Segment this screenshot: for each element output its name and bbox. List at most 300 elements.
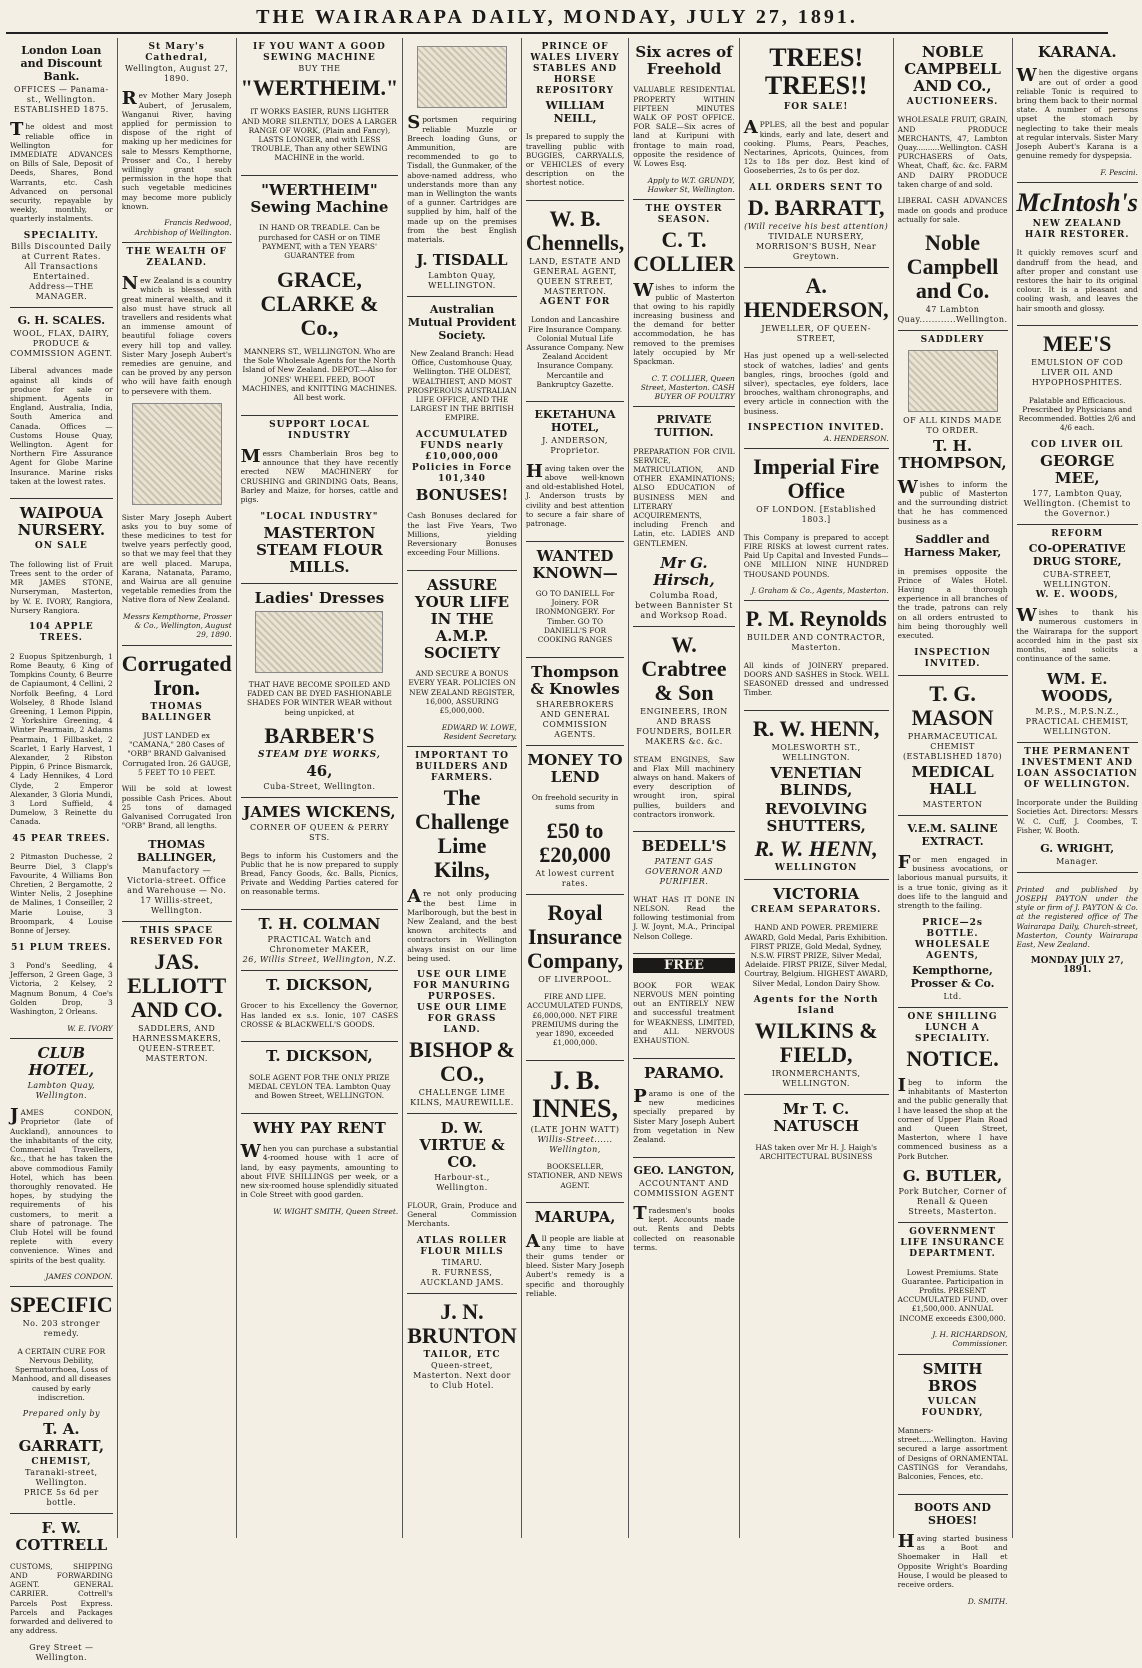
ad-subheading: SPECIALITY.	[23, 231, 99, 242]
ad-mason-medical-hall	[898, 676, 1008, 816]
ad-heading: THOMAS BALLINGER,	[137, 837, 217, 864]
ad-subheading: (Will receive his best attention)	[744, 222, 889, 231]
ad-signature: Messrs Kempthorne, Prosser & Co., Wellington, August 29, 1890.	[123, 612, 232, 640]
ad-subheading: MOLESWORTH ST., WELLINGTON.	[771, 743, 861, 762]
ad-heading: MASTERTON STEAM FLOUR MILLS.	[256, 523, 383, 576]
ad-henn	[744, 711, 889, 880]
ad-subheading: THE PERMANENT INVESTMENT AND LOAN ASSOCIATION OF WELLINGTON.	[1016, 746, 1138, 790]
ad-heading: KARANA.	[1037, 43, 1117, 61]
ad-dickson	[241, 971, 399, 1042]
ad-heading: BONUSES!	[415, 486, 509, 505]
ad-body: New Zealand is a country which is blessed with great mineral wealth, and it also must have struck all travellers and residents what an immense amount of beautiful foliage covers every hill top and valley. Sister Mary Joseph Aubert's remedies are genuine, and can be proved by any person who will have faith enough to persevere with them.	[121, 273, 232, 396]
ad-heading: Kempthorne, Prosser & Co.	[910, 963, 995, 990]
ad-body: HAS taken over Mr H. J. Haigh's ARCHITECTURAL BUSINESS	[755, 1142, 877, 1161]
ad-heading: NOTICE.	[906, 1045, 999, 1071]
ad-government-life	[898, 1223, 1008, 1354]
ad-subheading: OF LONDON. [Established 1803.]	[756, 505, 877, 525]
ad-body: Liberal advances made against all kinds of produce for sale or shipment. Agents in England, Australia, India, South America and Canada. Offices — Customs House Quay, Wellington. Agent for Northern Fire Assurance Agent for Globe Marine Insurance. Marine risks taken at the lowest rates.	[10, 366, 113, 486]
ad-subheading: Manufactory — Victoria-street. Office and Warehouse — No. 17 Willis-street, Wellington.	[127, 865, 227, 915]
ad-heading: SMITH BROS	[922, 1359, 983, 1395]
ad-henderson	[744, 268, 889, 449]
ad-natusch	[744, 1095, 889, 1173]
ad-body: This Company is prepared to accept FIRE RISKS at lowest current rates. Paid Up Capital and Invested Funds— ONE MILLION NINE HUNDRED THOUSAND POUNDS.	[743, 532, 889, 579]
ad-heading: GEO. LANGTON,	[633, 1163, 735, 1177]
ad-subheading: Bills Discounted Daily at Current Rates.	[11, 242, 112, 262]
imprint-text: Printed and published by JOSEPH PAYTON under the style or firm of J. PAYTON & Co. at the registered office of The Wairarapa Daily, Church-street, Masterton, County Wairarapa East, New Zealand.	[1016, 884, 1138, 950]
ad-subheading: GOVERNMENT LIFE INSURANCE DEPARTMENT.	[900, 1227, 1005, 1260]
ad-heading: A. HENDERSON,	[743, 273, 889, 322]
ad-subheading: ALL ORDERS SENT TO	[749, 183, 884, 193]
lady-illustration	[255, 611, 383, 673]
ad-subheading: WHOLESALE AGENTS,	[914, 939, 991, 961]
ad-heading: WHY PAY RENT	[253, 1118, 386, 1137]
ad-subheading: Harbour-st., Wellington.	[434, 1173, 490, 1193]
ad-marupa	[526, 1203, 624, 1310]
ad-body: Paramo is one of the new medicines specially prepared by Sister Mary Joseph Aubert from vegetation in New Zealand.	[633, 1086, 735, 1145]
ad-heading: PRIVATE TUITION.	[654, 413, 714, 440]
ad-subheading: Address—THE MANAGER.	[29, 282, 94, 302]
ad-heading: WM. E. WOODS,	[1041, 669, 1113, 705]
ad-heading: MEDICAL HALL	[911, 762, 994, 798]
ad-signature: F. Pescini.	[1100, 167, 1138, 177]
ad-subheading: CHEMIST,	[31, 1457, 92, 1468]
ad-body: On freehold security in sums from	[531, 793, 619, 812]
ad-subheading: Lambton Quay, WELLINGTON.	[428, 270, 496, 290]
ad-subheading: At lowest current rates.	[535, 868, 615, 888]
ad-signature: Francis Redwood, Archbishop of Wellington.	[134, 218, 232, 237]
ad-heading: R. W. HENN,	[754, 836, 878, 861]
ad-waipoua-nursery	[10, 499, 113, 1038]
ad-subheading: VULCAN FOUNDRY,	[921, 1396, 984, 1418]
ad-subheading: USE OUR LIME FOR MANURING PURPOSES.	[413, 970, 511, 1003]
ad-body: FIRE AND LIFE. ACCUMULATED FUNDS, £6,000,000. NET FIRE PREMIUMS during the year 1890, exceeded £1,000,000.	[527, 992, 624, 1048]
ad-body: Are not only producing the best Lime in Marlborough, but the best in New Zealand, and the best known architects and contractors in Wellington always insist on our lime being used.	[407, 886, 517, 963]
ad-subheading: WOOL, FLAX, DAIRY, PRODUCE & COMMISSION AGENT.	[10, 329, 113, 359]
ad-heading: Saddler and Harness Maker,	[903, 533, 1002, 560]
ad-subheading: Wellington, August 27, 1890.	[125, 64, 229, 83]
ad-heading: T. A. GARRATT,	[18, 1420, 105, 1456]
ad-signature: W. WIGHT SMITH, Queen Street.	[273, 1206, 399, 1216]
ad-eketahuna-hotel	[526, 402, 624, 541]
ad-subheading: INSPECTION INVITED.	[747, 423, 885, 434]
ad-heading: BARBER'S	[264, 723, 375, 749]
ad-body: Palatable and Efficacious. Prescribed by Physicians and Recommended. Bottles 2/6 and 4/6 each.	[1018, 395, 1136, 433]
ad-wealth-of-zealand	[122, 243, 232, 646]
ad-subheading: All Transactions Entertained.	[24, 262, 99, 282]
ad-royal-insurance	[526, 895, 624, 1061]
ad-subheading: Policies in Force 101,340	[411, 463, 513, 485]
ad-subheading: W. E. WOODS,	[1035, 589, 1119, 600]
column-5	[522, 38, 629, 1538]
ad-subheading: PRICE 5s 6d per bottle.	[23, 1488, 99, 1508]
ad-subheading: 104 APPLE TREES.	[29, 622, 94, 644]
ad-body: SOLE AGENT FOR THE ONLY PRIZE MEDAL CEYLON TEA. Lambton Quay and Bowen Street, WELLINGTON.	[248, 1072, 391, 1101]
ad-subheading: BUILDER AND CONTRACTOR, Masterton.	[746, 633, 886, 653]
ad-body: Grocer to his Excellency the Governor, Has landed ex s.s. Ionic, 107 CASES CROSSE & BLACKWELL'S GOODS.	[240, 1001, 399, 1029]
ad-heading: Mr G. Hirsch,	[653, 554, 715, 590]
ad-body: Rev Mother Mary Joseph Aubert, of Jerusalem, Wanganui River, having applied for permission to dispose of the right of making up her medicines for sale to Messrs Kempthorne, Prosser and Co., I hereby willingly grant such permission in the hope that such vegetable medicines may become more publicly known.	[121, 88, 232, 211]
ad-heading: PARAMO.	[644, 1063, 724, 1082]
ad-heading: Australian Mutual Provident Society.	[407, 302, 517, 342]
ad-heading: The Challenge Lime Kilns,	[414, 785, 510, 883]
masthead-title: THE WAIRARAPA DAILY, MONDAY, JULY 27, 1891.	[256, 6, 858, 28]
ad-heading: £50 to £20,000	[539, 817, 611, 867]
ad-amp-society	[407, 297, 517, 571]
ad-heading: McIntosh's	[1016, 188, 1138, 218]
ad-subheading: THOMAS BALLINGER	[141, 701, 213, 723]
ad-heading: W. B. Chennells,	[525, 206, 625, 255]
ad-subheading: SUPPORT LOCAL INDUSTRY	[269, 419, 370, 441]
ad-subheading: ONE SHILLING LUNCH A SPECIALITY.	[907, 1011, 998, 1044]
ad-heading: EKETAHUNA HOTEL,	[534, 408, 616, 435]
ad-body: IT WORKS EASIER, RUNS LIGHTER AND MORE SILENTLY, DOES A LARGER RANGE OF WORK, (Plain and Fancy), LASTS LONGER, and with LESS TROUBLE, Than any other SEWING MACHINE in the world.	[241, 107, 397, 163]
ad-money-to-lend	[526, 746, 624, 895]
ad-assure-life	[407, 571, 517, 747]
ad-heading: D. W. VIRTUE & CO.	[419, 1119, 505, 1172]
ad-reynolds	[744, 601, 889, 711]
ad-body: Incorporate under the Building Societies Act. Directors: Messrs W. C. Cuff, J. Coombes, T. Fisher, W. Booth.	[1016, 798, 1138, 835]
ad-body: All kinds of JOINERY prepared. DOORS AND SASHES in Stock. WELL SEASONED dressed and undressed Timber.	[743, 660, 889, 698]
ad-thompson-knowles	[526, 658, 624, 746]
ad-subheading: WELLINGTON	[774, 863, 858, 873]
ad-body: All people are liable at any time to have their gums tender or bleed. Sister Mary Joseph Aubert's remedy is a specific and thoroughly reliable.	[525, 1230, 625, 1298]
ad-body: When you can purchase a substantial 4-roomed house with 1 acre of land, by easy payments, amounting to about FIVE SHILLINGS per week, or a new six-roomed house splendidly situated in Cole Street with good garden.	[240, 1141, 399, 1200]
ad-signature: EDWARD W. LOWE, Resident Secretary.	[441, 722, 517, 741]
ad-signature: J. H. RICHARDSON, Commissioner.	[932, 1330, 1008, 1349]
ad-heading: Mr T. C. NATUSCH	[773, 1100, 859, 1136]
ad-heading: VICTORIA	[773, 885, 860, 903]
ad-subheading: USE OUR LIME FOR GRASS LAND.	[416, 1003, 507, 1036]
ad-virtue	[407, 1114, 517, 1293]
ad-body: Wishes to thank his numerous customers in the Wairarapa for the support accorded him in the past six months, and solicits a continuance of the same.	[1016, 605, 1138, 664]
ad-karana	[1017, 38, 1138, 183]
ad-heading: C. T. COLLIER	[633, 227, 735, 277]
column-3	[237, 38, 404, 1538]
ad-body: Sister Mary Joseph Aubert asks you to buy some of these medicines to test for twelve years perfectly good, so that we may feel that they are well placed. Marupa, Karana, Natanata, Paramo, and Wairua are all genuine vegetable remedies from the Native flora of New Zealand.	[121, 512, 232, 605]
ad-body: Wishes to inform the public of Masterton and the surrounding district that he has commenced business as a	[897, 476, 1008, 526]
ad-subheading: PATENT GAS GOVERNOR AND PURIFIER.	[645, 857, 723, 887]
ad-subheading: CREAM SEPARATORS.	[750, 905, 882, 915]
ad-signature: JAMES CONDON.	[45, 1272, 113, 1282]
imprint	[1017, 873, 1138, 980]
ad-subheading: THIS SPACE RESERVED FOR	[130, 925, 224, 947]
ad-heading: T. H. COLMAN	[258, 914, 381, 933]
ad-body: Wishes to inform the public of Masterton that owing to his rapidly increasing business and the demand for better accommodation, he has removed to the premises lately occupied by Mr Spackman.	[633, 280, 735, 367]
ad-subheading: 177, Lambton Quay, Wellington. (Chemist to the Governor.)	[1023, 488, 1131, 518]
ad-wertheim-2	[241, 176, 399, 416]
ad-body: Cash Bonuses declared for the last Five Years, Two Millions, yielding Reversionary Bonuses exceeding Four Millions.	[407, 511, 517, 558]
ad-innes	[526, 1061, 624, 1203]
ad-corrugated-iron	[122, 646, 232, 922]
ad-langton	[633, 1158, 734, 1265]
column-4	[403, 38, 522, 1538]
ad-heading: J. B. INNES,	[532, 1065, 619, 1123]
ad-free-book	[633, 954, 734, 1058]
ad-heading: J. N. BRUNTON	[407, 1298, 517, 1348]
ad-subheading: NEW ZEALAND HAIR RESTORER.	[1024, 219, 1130, 241]
ad-subheading: QUEEN-STREET. MASTERTON.	[138, 1043, 215, 1063]
ad-subheading: OF ALL KINDS MADE TO ORDER.	[903, 416, 1002, 436]
ad-heading: GRACE, CLARKE & Co.,	[260, 266, 379, 340]
ad-body: WHOLESALE FRUIT, GRAIN, AND PRODUCE MERCHANTS, 47, Lambton Quay..........Wellington. CASH PURCHASERS of Oats, Wheat, Chaff, &c. &c. FARM AND DAIRY PRODUCE taken charge of and sold.	[897, 115, 1008, 189]
ad-body: APPLES, all the best and popular kinds, early and late, desert and cooking. Plums, Pears, Peaches, Nectarines, Apricots, Quinces, from 12s to 18s per doz. Best kind of Gooseberries, 2s to 6s per doz.	[743, 117, 889, 176]
ad-collier	[633, 200, 734, 407]
ad-body: 3 Pond's Seedling, 4 Jefferson, 2 Green Gage, 3 Victoria, 2 Kelsey, 2 Magnum Bonum, 4 Coe's Golden Drop, 3 Washington, 2 Orleans.	[10, 961, 113, 1017]
ad-heading: Ladies' Dresses	[254, 588, 385, 607]
ad-subheading: THE OYSTER SEASON.	[645, 204, 723, 226]
ad-specific	[10, 1287, 113, 1514]
ad-body: For men engaged in business avocations, or laborious manual pursuits, it is a true tonic, giving as it does life to the languid and strength to the failing.	[897, 852, 1008, 911]
ad-heading: SPECIFIC	[10, 1292, 113, 1318]
ad-heading: R. W. HENN,	[752, 716, 880, 741]
ad-subheading: Ltd.	[943, 991, 962, 1001]
ad-subheading: 26, Willis Street, Wellington, N.Z.	[242, 954, 397, 964]
ad-subheading: IRONMERCHANTS, WELLINGTON.	[771, 1069, 861, 1089]
ad-tisdall	[407, 38, 517, 297]
columns	[6, 38, 1138, 1662]
ad-body: 2 Pitmaston Duchesse, 2 Beurre Diel, 3 Clapp's Favourite, 4 Williams Bon Chretien, 2 Bergamotte, 2 Winter Nelis, 2 Josephine de Malines, 1 Conseiller, 2 Marie Louise, 3 Broompark, 4 Louise Bonne of Jersey.	[10, 852, 113, 936]
ad-subheading: ESTABLISHED 1875.	[13, 105, 109, 114]
ad-cottrell	[10, 1514, 113, 1667]
ad-subheading: ACCUMULATED FUNDS nearly £10,000,000	[415, 430, 509, 463]
ad-six-acres	[633, 38, 734, 200]
ad-subheading: CUBA-STREET, WELLINGTON.	[1042, 569, 1112, 589]
ad-heading: J. TISDALL	[416, 250, 508, 269]
ad-subheading: CHALLENGE LIME KILNS, MAUREWILLE.	[410, 1088, 514, 1108]
ad-heading: VENETIAN BLINDS,	[770, 764, 863, 799]
ad-heading: WILLIAM NEILL,	[545, 99, 605, 125]
ad-heading: G. H. SCALES.	[17, 314, 106, 328]
ad-body: BOOKSELLER, STATIONER, AND NEWS AGENT.	[527, 1162, 623, 1190]
ad-subheading: SADDLERS, AND HARNESSMAKERS,	[132, 1023, 222, 1043]
ad-body: A CERTAIN CURE FOR Nervous Debility, Spermatorrhoea, Loss of Manhood, and all diseases caused by early indiscretion.	[11, 1346, 111, 1402]
ad-heading: T. G. MASON	[911, 680, 994, 730]
ad-mees-emulsion	[1017, 326, 1138, 525]
ad-signature: J. Graham & Co., Agents, Masterton.	[751, 586, 889, 596]
ad-noble-campbell	[898, 38, 1008, 331]
ad-body: Begs to inform his Customers and the Public that he is now prepared to supply Bread, Fancy Goods, &c. Balls, Picnics, Private and Wedding Parties catered for on reasonable terms.	[240, 850, 399, 897]
ad-body: PREPARATION FOR CIVIL SERVICE, MATRICULATION, AND OTHER EXAMINATIONS; ALSO EDUCATION of BUSINESS MEN and LITERARY ACQUIREMENTS, including French and Latin, etc. LADIES AND GENTLEMEN.	[633, 446, 735, 548]
ad-heading: Imperial Fire Office	[753, 454, 880, 504]
ad-chennells	[526, 201, 624, 402]
ad-heading: "WERTHEIM."	[240, 75, 399, 100]
ad-subheading: THE WEALTH OF ZEALAND.	[126, 246, 227, 268]
ad-subheading: M.P.S., M.P.S.N.Z., PRACTICAL CHEMIST, WELLINGTON.	[1025, 706, 1129, 736]
ad-body: London and Lancashire Fire Insurance Company. Colonial Mutual Life Assurance Company. New Zealand Accident Insurance Company. Mercantile and Bankruptcy Gazette.	[526, 315, 624, 389]
ad-body: THAT HAVE BECOME SPOILED AND FADED CAN BE DYED FASHIONABLE SHADES FOR WINTER WEAR without being unpicked, at	[247, 679, 392, 717]
ad-daniell	[526, 542, 624, 658]
ad-victoria-separators	[744, 880, 889, 1095]
ad-body: Having taken over the above well-known and old-established Hotel, J. Anderson trusts by civility and best attention to secure a fair share of patronage.	[525, 460, 625, 529]
ad-crabtree	[633, 627, 734, 832]
portrait-illustration	[132, 403, 222, 505]
ad-subheading: Pork Butcher, Corner of Renall & Queen Streets, Masterton.	[898, 1187, 1007, 1217]
ad-body: Messrs Chamberlain Bros beg to announce that they have recently erected NEW MACHINERY for CRUSHING and GRINDING Oats, Beans, Barley and Maize, for horses, cattle and pigs.	[240, 445, 399, 504]
ad-body: CUSTOMS, SHIPPING AND FORWARDING AGENT. GENERAL CARRIER. Cottrell's Parcels Post Express. Parcels and Packages forwarded and delivered to any address.	[10, 1561, 113, 1636]
ad-heading: FREE	[633, 958, 734, 973]
ad-wertheim	[241, 38, 399, 176]
ad-heading: TREES! TREES!!	[764, 43, 868, 100]
ad-subheading: Manager.	[1056, 857, 1099, 867]
ad-body: The following list of Fruit Trees sent to the order of MR JAMES STONE, Nurseryman, Masterton, by W. E. IVORY, Rangiora, Nursery Rangiora.	[10, 559, 113, 615]
ad-subheading: ACCOUNTANT AND COMMISSION AGENT	[633, 1178, 735, 1198]
ad-investment-loan	[1017, 743, 1138, 874]
ad-mcintosh	[1017, 183, 1138, 326]
ad-subheading: Prepared only by	[22, 1409, 100, 1419]
ad-heading: MARUPA,	[534, 1208, 616, 1227]
ad-private-tuition	[633, 407, 734, 627]
ad-heading: W. Crabtree & Son	[641, 632, 727, 706]
ad-body: STEAM ENGINES, Saw and Flax Mill machinery always on hand. Makers of every description of wrought iron, spiral pullies, builders and contractors ironwork.	[633, 754, 735, 819]
ad-signature: W. E. IVORY	[67, 1023, 113, 1033]
ad-subheading: ATLAS ROLLER FLOUR MILLS	[416, 1235, 508, 1257]
ad-subheading: CORNER OF QUEEN & PERRY STS.	[250, 823, 389, 843]
ad-subheading: STEAM DYE WORKS,	[257, 750, 381, 761]
ad-heading: Royal Insurance Company,	[527, 899, 624, 973]
ad-heading: NOBLE CAMPBELL AND CO.,	[904, 43, 1001, 95]
ad-body: Manners-street......Wellington. Having secured a large assortment of Designs of ORNAMENTAL CASTINGS for Verandahs, Balconies, Fences, etc.	[897, 1426, 1008, 1482]
ad-subheading: No. 203 stronger remedy.	[22, 1319, 101, 1339]
ad-prince-of-wales	[526, 38, 624, 201]
ad-body: New Zealand Branch: Head Office, Customhouse Quay, Wellington. THE OLDEST, WEALTHIEST, AND MOST PROSPEROUS AUSTRALIAN LIFE OFFICE, AND THE LARGEST IN THE BRITISH EMPIRE.	[407, 349, 517, 423]
ad-subheading: PHARMACEUTICAL CHEMIST (ESTABLISHED 1870)	[902, 731, 1003, 761]
ad-body: Is prepared to supply the travelling public with BUGGIES, CARRYALLS, or VEHICLES of every description on the shortest notice.	[525, 132, 625, 188]
ad-subheading: EMULSION OF COD LIVER OIL AND HYPOPHOSPHITES.	[1031, 358, 1124, 388]
ad-boots-shoes	[898, 1495, 1008, 1611]
ad-heading: ASSURE YOUR LIFE IN THE A.M.P. SOCIETY	[414, 575, 510, 662]
ad-subheading: PRACTICAL Watch and Chronometer MAKER,	[267, 934, 372, 954]
ad-body: The oldest and most reliable office in Wellington for IMMEDIATE ADVANCES on Bills of Sale, Deposit of Deeds, Shares, Bond Warrants, etc. Cash Advanced on personal security, repayable by weekly, monthly, or quarterly instalments.	[10, 119, 113, 224]
ad-subheading: OF LIVERPOOL.	[538, 974, 612, 984]
ad-subheading: PRICE—2s BOTTLE.	[922, 917, 983, 939]
ad-subheading: IMPORTANT TO BUILDERS AND FARMERS.	[415, 751, 509, 784]
ad-subheading: OFFICES — Panama-st., Wellington.	[14, 85, 109, 104]
ad-body: JUST LANDED ex "CAMANA," 280 Cases of "ORB" BRAND Galvanised Corrugated Iron. 26 GAUGE, 5 FEET TO 10 FEET.	[122, 731, 232, 777]
horse-illustration	[908, 350, 998, 412]
ad-subheading: COD LIVER OIL	[1031, 439, 1124, 450]
ad-heading: GEORGE MEE,	[1040, 451, 1115, 487]
ad-signature: A. HENDERSON.	[823, 434, 889, 444]
ad-heading: CO-OPERATIVE DRUG STORE,	[1028, 541, 1126, 568]
ad-heading: MEE'S	[1042, 331, 1112, 357]
ad-club-hotel	[10, 1039, 113, 1287]
ad-wickens	[241, 798, 399, 910]
ad-subheading: Columba Road, between Bannister St and Worksop Road.	[635, 591, 733, 621]
ad-subheading: Agents for the North Island	[753, 995, 879, 1017]
ad-subheading: Grey Street — Wellington.	[29, 1642, 94, 1662]
ad-subheading: ON SALE	[34, 541, 88, 552]
ad-subheading: JEWELLER, OF QUEEN-STREET,	[761, 324, 871, 343]
ad-body: Sportsmen requiring reliable Muzzle or Breech loading Guns, or Ammunition, are recommended to go to Tisdall, the Gunmaker, of the above-named address, who understands more than any man in Wellington the wants of a gunner. Cartridges are supplied by him, half of the made up on the premises from the best English materials.	[407, 112, 517, 245]
ad-heading: Noble Campbell and Co.	[906, 230, 999, 304]
ad-local-industry	[241, 416, 399, 584]
ad-body: WHAT HAS IT DONE IN NELSON. Read the following testimonial from J. W. Joynt, M.A., Principal Nelson College.	[633, 894, 735, 941]
ad-subheading: Willis-Street...... Wellington,	[537, 1134, 613, 1154]
ad-body: GO TO DANIELL For Joinery. FOR IRONMONGERY. For Timber. GO TO DANIELL'S FOR COOKING RANGES	[535, 589, 615, 645]
ad-subheading: AUCTIONEERS.	[906, 97, 999, 107]
imprint-date: MONDAY JULY 27, 1891.	[1030, 955, 1124, 975]
ad-signature: C. T. COLLIER, Queen Street, Masterton. CASH BUYER OF POULTRY	[640, 373, 735, 402]
ad-heading: G. BUTLER,	[902, 1167, 1003, 1186]
ad-bedell	[633, 832, 734, 954]
ad-heading: MONEY TO LEND	[527, 750, 623, 786]
ad-body: JAMES CONDON, Proprietor (late of Auckland), announces to the inhabitants of the city, Commercial Travellers, &c., that he has taken the above commodious Family Hotel, which has been thoroughly renovated. He hopes, by studying the requirements of his customers, to merit a share of patronage. The Club Hotel will be found replete with every convenience. Wines and spirits of the best quality.	[10, 1105, 113, 1265]
ad-subheading: PRINCE OF WALES LIVERY STABLES AND HORSE REPOSITORY	[530, 42, 620, 96]
column-1	[6, 38, 118, 1662]
ad-body: Ibeg to inform the inhabitants of Masterton and the public generally that I have leased the shop at the corner of Upper Plain Road and Queen Street, Masterton, where I have commenced business as a Pork Butcher.	[897, 1075, 1008, 1161]
ad-heading: 46,	[306, 762, 333, 781]
ad-body: in premises opposite the Prince of Wales Hotel. Having a thorough experience in all branches of the trade, patrons can rely on all orders entrusted to him being thoroughly well executed.	[897, 566, 1008, 641]
ad-subheading: St Mary's Cathedral,	[145, 42, 209, 63]
ad-subheading: 47 Lambton Quay............Wellington.	[897, 305, 1008, 325]
ad-body: 2 Euopus Spitzenburgh, 1 Rome Beauty, 6 King of Tompkins County, 6 Beurre de Capiaumont, 4 Cellini, 2 Norfolk Beefing, 4 Lord Wolseley, 8 Rhode Island Greening, 1 Lemon Pippin, 2 Yorkshire Greening, 4 Winter Pearmain, 2 Adams Pearmain, 1 Fillbasket, 2 Scarlet, 1 Early Harvest, 1 Alexander, 2 Ribston Pippin, 6 Prince Bismarck, 4 Lady Hennikes, 4 Lord Clyde, 2 Emperor Alexander, 3 Gloria Mundi, 3 Lord Suffield, 4 Dumelow, 3 Reinette du Canada.	[10, 651, 113, 827]
ad-signature: Apply to W.T. GRUNDY, Hawker St, Wellington.	[647, 175, 735, 194]
ad-heading: WILKINS & FIELD,	[754, 1018, 878, 1068]
ad-heading: V.E.M. SALINE EXTRACT.	[907, 821, 998, 848]
ad-pay-rent	[241, 1114, 399, 1221]
ad-body: FLOUR, Grain, Produce and General Commission Merchants.	[407, 1200, 517, 1229]
ad-signature: D. SMITH.	[967, 1596, 1008, 1606]
ad-subheading: FOR SALE!	[783, 102, 849, 112]
ad-heading: Six acres of Freehold	[635, 43, 733, 78]
ad-heading: "WERTHEIM" Sewing Machine	[250, 181, 389, 216]
ad-subheading: SADDLERY	[920, 335, 985, 346]
ad-body: It quickly removes scurf and dandruff from the head, and after proper and constant use restores the hair to its original colour. It is a pleasant and cooling wash, and leaves the hair smooth and glossy.	[1016, 248, 1138, 313]
ad-heading: BEDELL'S	[641, 837, 727, 856]
ad-subheading: TAILOR, ETC	[423, 1349, 501, 1360]
ad-subheading: SHAREBROKERS AND GENERAL COMMISSION AGENTS.	[536, 699, 614, 739]
ad-subheading: J. ANDERSON, Proprietor.	[542, 436, 608, 456]
ad-body: VALUABLE RESIDENTIAL PROPERTY WITHIN FIFTEEN MINUTES WALK OF POST OFFICE. FOR SALE—Six acres of land at Kuripuni with frontage to main road, opposite the residence of W. Lowes Esq.	[633, 85, 735, 169]
ad-subheading: MASTERTON	[922, 799, 983, 809]
ad-heading: D. BARRATT,	[747, 195, 885, 220]
ad-paramo	[633, 1059, 734, 1158]
ad-body: Will be sold at lowest possible Cash Prices. About 25 tons of damaged Galvanised Corrugated Iron "ORB" Brand, all lengths.	[121, 784, 232, 831]
ad-body: AND SECURE A BONUS EVERY YEAR. POLICIES ON NEW ZEALAND REGISTER, 16,000, ASSURING £5,000,000.	[408, 669, 516, 716]
ad-heading: REVOLVING SHUTTERS,	[765, 800, 868, 835]
ad-heading: T. DICKSON,	[266, 975, 373, 994]
ad-subheading: Lambton Quay, Wellington.	[27, 1080, 96, 1100]
ad-elliott	[122, 922, 232, 1069]
column-2	[118, 38, 237, 1538]
column-6	[629, 38, 739, 1538]
ad-subheading: ENGINEERS, IRON AND BRASS FOUNDERS, BOILER MAKERS &c. &c.	[636, 707, 732, 747]
ad-heading: P. M. Reynolds	[745, 606, 887, 632]
ad-subheading: TIMARU.	[441, 1257, 483, 1267]
ad-heading: BOOTS AND SHOES!	[914, 1500, 991, 1527]
ad-heading: WANTED KNOWN—	[532, 546, 618, 582]
ad-heading: CLUB HOTEL,	[28, 1043, 95, 1079]
ad-barbers-dye	[241, 584, 399, 799]
ad-heading: Thompson & Knowles	[530, 662, 620, 698]
ad-subheading: 45 PEAR TREES.	[12, 834, 111, 845]
masthead	[6, 2, 1108, 34]
ad-cooperative-drug	[1017, 525, 1138, 743]
ad-body: MANNERS ST., WELLINGTON. Who are the Sole Wholesale Agents for the North Island of New Zealand. DEPOT.—Also for JONES' WHEEL FEED, BOOT MACHINES, and KNITTING MACHINES. All best work.	[241, 346, 397, 402]
ad-heading: JAS. ELLIOTT AND CO.	[127, 948, 227, 1022]
column-7	[740, 38, 894, 1538]
ad-body: Having started business as a Boot and Shoemaker in Hall et Opposite Wright's Boarding House, I would be pleased to receive orders.	[897, 1531, 1008, 1590]
ad-saddlery	[898, 331, 1008, 675]
ad-subheading: TIVIDALE NURSERY, MORRISON'S BUSH, Near Greytown.	[756, 232, 877, 261]
ad-subheading: REFORM	[1051, 528, 1104, 539]
ad-subheading: Cuba-Street, Wellington.	[263, 782, 376, 792]
ad-body: LIBERAL CASH ADVANCES made on goods and produce actually for sale.	[897, 196, 1008, 224]
ad-lime-kilns	[407, 747, 517, 1114]
ad-london-loan	[10, 38, 113, 308]
ad-subheading: "LOCAL INDUSTRY"	[260, 511, 379, 522]
ad-subheading: Queen-street, Masterton. Next door to Club Hotel.	[413, 1360, 511, 1390]
